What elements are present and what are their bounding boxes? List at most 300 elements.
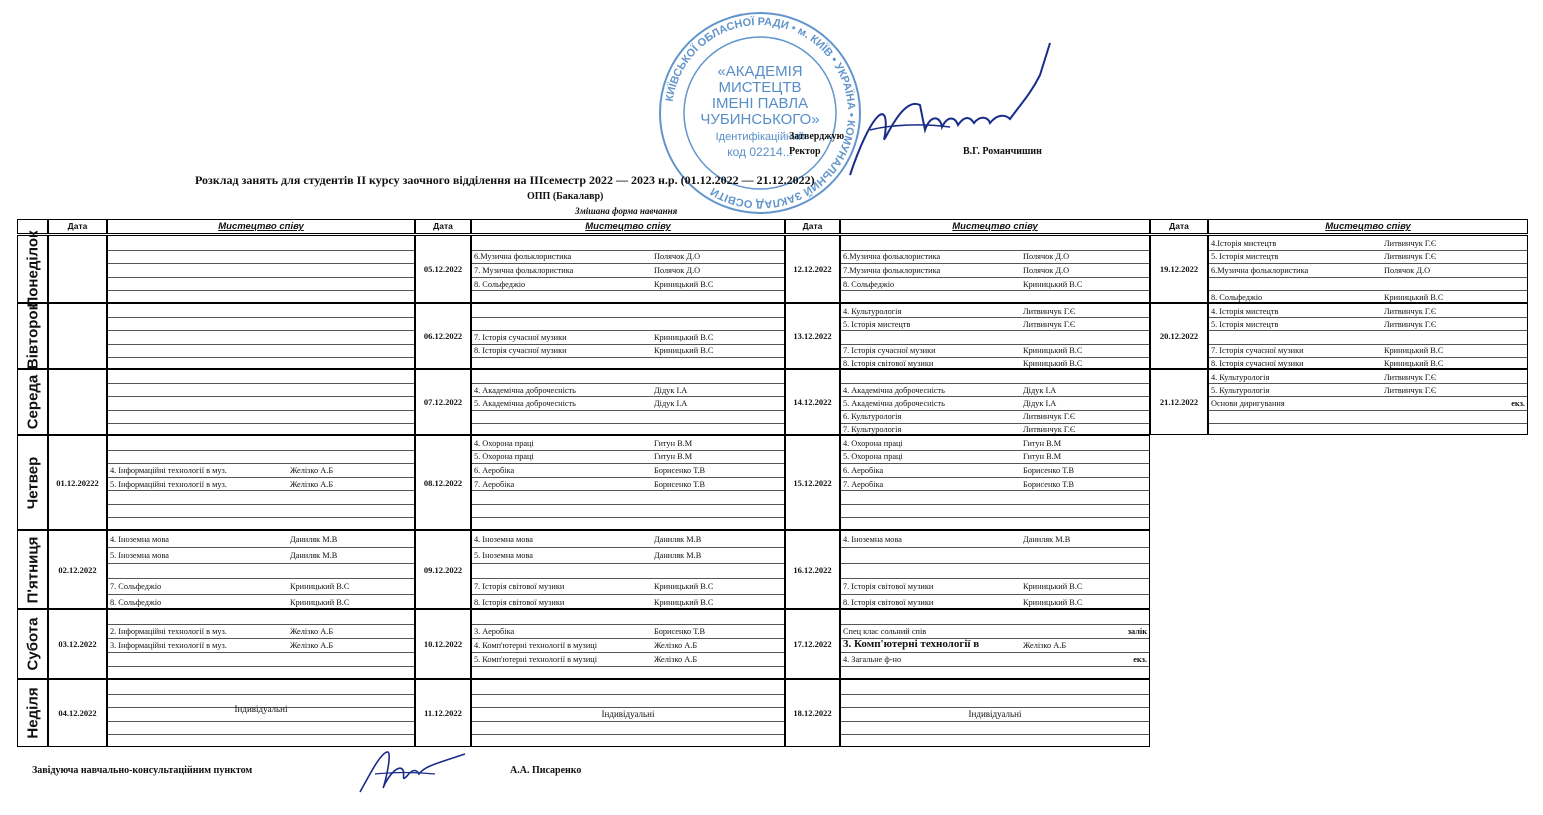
slot-divider (841, 652, 1149, 653)
date-cell: 13.12.2022 (785, 303, 840, 369)
lesson-teacher: Желізко А.Б (1023, 641, 1067, 650)
slot-divider (841, 563, 1149, 564)
lesson-subject: 3. Аеробіка (474, 627, 515, 636)
lesson-subject: 2. Інформаційні технології в муз. (110, 627, 227, 636)
header-date: Дата (1150, 219, 1208, 234)
lesson-subject: 6.Музична фольклористика (474, 252, 572, 262)
lesson-subject: Основи диригування (1211, 399, 1285, 408)
schedule-cell (840, 609, 1150, 679)
slot-divider (472, 396, 784, 397)
lesson-subject: 4. Комп'ютерні технології в музиці (474, 641, 598, 650)
lesson-teacher: Полячок Д.О (1023, 266, 1070, 275)
lesson-entry (1211, 320, 1525, 330)
slot-divider (472, 277, 784, 278)
lesson-entry (843, 439, 1147, 449)
lesson-entry (843, 627, 1147, 637)
lesson-teacher: Гитун В.М (654, 438, 693, 448)
lesson-teacher: Желізко А.Б (290, 627, 334, 636)
slot-divider (472, 263, 784, 264)
lesson-teacher: Криницький В.С (1023, 359, 1083, 369)
lesson-entry (474, 655, 782, 665)
lesson-teacher: Дідук І.А (654, 385, 688, 395)
lesson-subject: 5. Академічна доброчесність (843, 399, 945, 408)
lesson-teacher: Криницький В.С (290, 582, 350, 592)
slot-divider (472, 463, 784, 464)
slot-divider (108, 410, 414, 411)
lesson-subject: 5. Історія мистецтв (1211, 252, 1279, 262)
slot-divider (108, 517, 414, 518)
lesson-teacher: Криницький В.С (1384, 346, 1444, 356)
lesson-entry (110, 641, 412, 651)
lesson-entry (843, 359, 1147, 369)
lesson-entry (474, 480, 782, 490)
slot-divider (472, 250, 784, 251)
date-cell: 08.12.2022 (415, 435, 471, 530)
assessment-type: екз. (1133, 655, 1147, 664)
lesson-teacher: Полячок Д.О (654, 266, 701, 275)
slot-divider (108, 450, 414, 451)
day-label (17, 609, 48, 679)
lesson-subject: 5. Культурологія (1211, 385, 1270, 395)
lesson-entry (1211, 346, 1525, 356)
slot-divider (472, 344, 784, 345)
lesson-subject: 7. Історія світової музики (474, 582, 565, 592)
slot-divider (1209, 277, 1527, 278)
slot-divider (108, 504, 414, 505)
date-cell: 15.12.2022 (785, 435, 840, 530)
lesson-subject: 5. Історія мистецтв (843, 319, 911, 329)
lesson-entry (843, 266, 1147, 276)
lesson-teacher: Криницький В.С (1023, 346, 1083, 356)
slot-divider (108, 317, 414, 318)
lesson-subject: 7. Історія сучасної музики (1211, 346, 1304, 356)
schedule-cell (1208, 235, 1528, 303)
lesson-entry (843, 452, 1147, 462)
lesson-subject: 4. Охорона праці (474, 438, 534, 448)
slot-divider (1209, 290, 1527, 291)
slot-divider (841, 694, 1149, 695)
lesson-subject: 4. Іноземна мова (843, 534, 902, 544)
lesson-teacher: Литвинчук Г.Є (1384, 319, 1437, 329)
slot-divider (1209, 423, 1527, 424)
lesson-subject: 7. Історія сучасної музики (843, 346, 936, 356)
lesson-teacher: Борисенко Т.В (654, 627, 706, 636)
slot-divider (472, 490, 784, 491)
schedule-cell (471, 679, 785, 747)
schedule-cell (107, 609, 415, 679)
slot-divider (841, 330, 1149, 331)
lesson-entry (474, 582, 782, 592)
lesson-subject: 8. Історія світової музики (843, 598, 934, 608)
assessment-type: екз. (1511, 399, 1525, 408)
stamp-line: «АКАДЕМІЯ (717, 63, 803, 80)
slot-divider (841, 357, 1149, 358)
lesson-teacher: Криницький В.С (654, 346, 714, 356)
slot-divider (841, 250, 1149, 251)
lesson-entry (474, 280, 782, 290)
lesson-subject: 5. Іноземна мова (110, 550, 169, 560)
lesson-entry (110, 480, 412, 490)
lesson-subject: 4. Охорона праці (843, 438, 903, 448)
lesson-teacher: Криницький В.С (654, 279, 714, 289)
schedule-cell (471, 435, 785, 530)
lesson-subject: 6. Аеробіка (474, 465, 515, 475)
date-cell: 02.12.2022 (48, 530, 107, 609)
schedule-cell (840, 679, 1150, 747)
lesson-teacher: Криницький В.С (1023, 582, 1083, 592)
day-label (17, 679, 48, 747)
slot-divider (841, 734, 1149, 735)
slot-divider (841, 344, 1149, 345)
slot-divider (108, 250, 414, 251)
lesson-teacher: Литвинчук Г.Є (1023, 319, 1076, 329)
lesson-entry (474, 641, 782, 651)
schedule-cell (840, 530, 1150, 609)
day-label (17, 435, 48, 530)
day-label (17, 530, 48, 609)
lesson-teacher: Криницький В.С (1023, 598, 1083, 608)
footer-name: А.А. Писаренко (510, 765, 582, 776)
slot-divider (472, 290, 784, 291)
lesson-teacher: Криницький В.С (654, 598, 714, 608)
slot-divider (1209, 317, 1527, 318)
lesson-subject: 7. Сольфеджіо (110, 582, 162, 592)
rector-signature (830, 35, 1060, 185)
slot-divider (108, 734, 414, 735)
lesson-entry (843, 386, 1147, 396)
slot-divider (108, 263, 414, 264)
date-cell: 20.12.2022 (1150, 303, 1208, 369)
lesson-subject: 4. Культурологія (1211, 372, 1270, 382)
slot-divider (841, 263, 1149, 264)
lesson-entry (110, 535, 412, 545)
lesson-subject: 5. Охорона праці (474, 452, 534, 462)
lesson-subject: 8. Сольфеджіо (1211, 293, 1263, 303)
lesson-entry (474, 439, 782, 449)
lesson-entry (843, 535, 1147, 545)
slot-divider (472, 666, 784, 667)
lesson-entry (110, 466, 412, 476)
slot-divider (472, 547, 784, 548)
date-cell: 16.12.2022 (785, 530, 840, 609)
schedule-cell (107, 435, 415, 530)
page-title: Розклад занять для студентів ІІ курсу заочного відділення на ІІІсеместр 2022 — 2023 н.р. (01.12.2022 — 21.12.2022) (195, 173, 815, 187)
head-signature (355, 744, 470, 799)
slot-divider (841, 450, 1149, 451)
slot-divider (1209, 344, 1527, 345)
lesson-teacher: Полячок Д.О (1023, 252, 1070, 262)
lesson-entry (474, 452, 782, 462)
lesson-entry (110, 598, 412, 608)
lesson-entry (843, 655, 1147, 665)
slot-divider (472, 317, 784, 318)
form-of-study: Змішана форма навчання (575, 206, 678, 216)
slot-divider (108, 578, 414, 579)
lesson-entry (843, 466, 1147, 476)
schedule-cell (840, 303, 1150, 369)
slot-divider (841, 317, 1149, 318)
approval-name: В.Г. Романчишин (963, 146, 1042, 157)
date-cell: 09.12.2022 (415, 530, 471, 609)
lesson-teacher: Литвинчук Г.Є (1384, 252, 1437, 262)
slot-divider (1209, 357, 1527, 358)
lesson-subject: 6. Аеробіка (843, 465, 884, 475)
lesson-entry (474, 551, 782, 561)
slot-divider (1209, 263, 1527, 264)
lesson-teacher: Гитун В.М (654, 452, 693, 462)
lesson-subject: 3. Інформаційні технології в муз. (110, 641, 227, 650)
date-cell: 14.12.2022 (785, 369, 840, 435)
lesson-subject: 5. Історія мистецтв (1211, 319, 1279, 329)
slot-divider (841, 290, 1149, 291)
lesson-entry (843, 346, 1147, 356)
schedule-cell (107, 369, 415, 435)
slot-divider (472, 423, 784, 424)
lesson-entry (474, 252, 782, 262)
date-cell (48, 235, 107, 303)
lesson-subject: 4. Загальне ф-но (843, 655, 902, 664)
program-subtitle: ОПП (Бакалавр) (527, 191, 604, 202)
schedule-cell (471, 235, 785, 303)
lesson-entry (474, 598, 782, 608)
slot-divider (841, 504, 1149, 505)
schedule-cell (471, 303, 785, 369)
slot-divider (841, 463, 1149, 464)
stamp-line: МИСТЕЦТВ (718, 79, 802, 96)
lesson-entry (474, 627, 782, 637)
slot-divider (841, 383, 1149, 384)
lesson-teacher: Даниляк М.В (654, 550, 702, 560)
lesson-subject: 5. Інформаційні технології в муз. (110, 479, 227, 489)
lesson-teacher: Желізко А.Б (290, 641, 334, 650)
lesson-subject: 8. Сольфеджіо (843, 279, 895, 289)
slot-divider (108, 357, 414, 358)
lesson-entry (843, 638, 1147, 651)
slot-divider (1209, 383, 1527, 384)
schedule-cell (107, 530, 415, 609)
lesson-subject: 4. Інформаційні технології в муз. (110, 465, 227, 475)
slot-divider (841, 423, 1149, 424)
slot-divider (472, 594, 784, 595)
lesson-teacher: Борисенко Т.В (1023, 465, 1075, 475)
day-name: Четвер (24, 456, 41, 509)
lesson-teacher: Криницький В.С (290, 598, 350, 608)
slot-divider (841, 410, 1149, 411)
slot-divider (1209, 330, 1527, 331)
lesson-entry (474, 466, 782, 476)
schedule-cell (840, 435, 1150, 530)
lesson-subject: 7. Аеробіка (843, 479, 884, 489)
lesson-subject: 7. Історія сучасної музики (474, 333, 567, 342)
slot-divider (472, 694, 784, 695)
approval-role: Ректор (789, 146, 821, 157)
lesson-teacher: Литвинчук Г.Є (1384, 238, 1437, 248)
approval-word: Затверджую (789, 131, 845, 142)
stamp-line: ІМЕНІ ПАВЛА (711, 95, 809, 112)
slot-divider (472, 624, 784, 625)
schedule-cell (107, 303, 415, 369)
lesson-entry (1211, 399, 1525, 409)
lesson-subject: 4. Історія мистецтв (1211, 306, 1279, 316)
lesson-entry (843, 252, 1147, 262)
lesson-teacher: Литвинчук Г.Є (1384, 306, 1437, 316)
lesson-subject: 5. Охорона праці (843, 452, 903, 462)
lesson-teacher: Литвинчук Г.Є (1384, 385, 1437, 395)
schedule-cell (471, 609, 785, 679)
slot-divider (108, 383, 414, 384)
day-name: Середа (24, 374, 41, 430)
lesson-entry (1211, 266, 1525, 276)
slot-divider (108, 594, 414, 595)
lesson-entry (1211, 293, 1525, 303)
stamp-line: ЧУБИНСЬКОГО» (700, 111, 820, 128)
date-cell: 03.12.2022 (48, 609, 107, 679)
lesson-subject: 4.Історія мистецтв (1211, 238, 1277, 248)
lesson-teacher: Даниляк М.В (290, 550, 338, 560)
slot-divider (841, 490, 1149, 491)
lesson-subject: 4. Іноземна мова (110, 534, 169, 544)
lesson-teacher: Даниляк М.В (290, 534, 338, 544)
assessment-type: залік (1127, 627, 1147, 636)
lesson-subject: 4. Академічна доброчесність (843, 385, 945, 395)
day-name: Субота (24, 617, 41, 671)
lesson-teacher: Борисенко Т.В (654, 479, 706, 489)
lesson-entry (474, 346, 782, 356)
slot-divider (108, 423, 414, 424)
lesson-subject: Спец клас сольний спів (843, 627, 927, 636)
lesson-teacher: Даниляк М.В (654, 534, 702, 544)
lesson-subject: 6.Музична фольклористика (1211, 266, 1309, 275)
slot-divider (841, 594, 1149, 595)
slot-divider (841, 578, 1149, 579)
lesson-teacher: Борисенко Т.В (1023, 479, 1075, 489)
schedule-cell (840, 369, 1150, 435)
lesson-entry (843, 280, 1147, 290)
lesson-teacher: Желізко А.Б (290, 479, 334, 489)
lesson-entry (843, 320, 1147, 330)
day-name: Понеділок (24, 230, 41, 308)
slot-divider (472, 330, 784, 331)
lesson-subject: 8. Історія світової музики (474, 598, 565, 608)
lesson-entry (474, 266, 782, 276)
header-specialty: Мистецтво співу (840, 219, 1150, 234)
date-cell: 12.12.2022 (785, 235, 840, 303)
lesson-subject: 6. Культурологія (843, 412, 902, 422)
date-cell: 05.12.2022 (415, 235, 471, 303)
lesson-teacher: Дідук І.А (1023, 399, 1057, 408)
individual-classes-note: Індивідуальні (601, 708, 655, 719)
lesson-subject: 8. Сольфеджіо (474, 279, 526, 289)
date-cell: 18.12.2022 (785, 679, 840, 747)
lesson-subject: 6.Музична фольклористика (843, 252, 941, 262)
lesson-teacher: Криницький В.С (654, 582, 714, 592)
lesson-entry (474, 333, 782, 343)
lesson-subject: 7. Історія світової музики (843, 582, 934, 592)
schedule-cell (1208, 369, 1528, 435)
lesson-teacher: Гитун В.М (1023, 452, 1062, 462)
lesson-subject: 8. Історія світової музики (843, 359, 934, 369)
lesson-entry (110, 551, 412, 561)
lesson-subject: 5. Академічна доброчесність (474, 399, 576, 408)
day-name: П'ятниця (24, 536, 41, 603)
date-cell: 19.12.2022 (1150, 235, 1208, 303)
lesson-entry (1211, 252, 1525, 262)
day-name: Вівторок (24, 302, 41, 370)
date-cell: 07.12.2022 (415, 369, 471, 435)
lesson-subject: 7. Музична фольклористика (474, 266, 574, 275)
lesson-entry (1211, 307, 1525, 317)
slot-divider (108, 344, 414, 345)
slot-divider (472, 638, 784, 639)
slot-divider (108, 624, 414, 625)
lesson-teacher: Литвинчук Г.Є (1023, 306, 1076, 316)
slot-divider (472, 578, 784, 579)
lesson-teacher: Криницький В.С (1384, 359, 1444, 369)
stamp-ring-text: КИЇВСЬКОЇ ОБЛАСНОЇ РАДИ • м. КИЇВ • УКРАЇНА • КОМУНАЛЬНИЙ ЗАКЛАД ОСВІТИ (663, 15, 858, 211)
lesson-subject: 7.Музична фольклористика (843, 266, 941, 275)
slot-divider (108, 721, 414, 722)
slot-divider (1209, 250, 1527, 251)
slot-divider (108, 563, 414, 564)
lesson-entry (1211, 239, 1525, 249)
lesson-entry (110, 582, 412, 592)
lesson-subject: 5. Комп'ютерні технології в музиці (474, 655, 598, 664)
slot-divider (841, 547, 1149, 548)
header-date: Дата (785, 219, 840, 234)
slot-divider (472, 652, 784, 653)
day-label (17, 303, 48, 369)
lesson-entry (843, 598, 1147, 608)
lesson-entry (474, 386, 782, 396)
lesson-entry (110, 627, 412, 637)
day-label (17, 230, 48, 308)
slot-divider (108, 547, 414, 548)
slot-divider (472, 450, 784, 451)
lesson-subject: 4. Культурологія (843, 306, 902, 316)
header-specialty: Мистецтво співу (107, 219, 415, 234)
lesson-entry (843, 307, 1147, 317)
slot-divider (472, 383, 784, 384)
lesson-subject: 7. Культурологія (843, 425, 902, 435)
schedule-cell (107, 235, 415, 303)
header-specialty: Мистецтво співу (471, 219, 785, 234)
slot-divider (108, 396, 414, 397)
lesson-teacher: Желізко А.Б (290, 465, 334, 475)
individual-classes-note: Індивідуальні (234, 704, 288, 714)
lesson-subject: 8. Історія сучасної музики (1211, 359, 1304, 369)
lesson-teacher: Даниляк М.В (1023, 534, 1071, 544)
slot-divider (108, 638, 414, 639)
slot-divider (841, 721, 1149, 722)
lesson-entry (843, 582, 1147, 592)
slot-divider (472, 410, 784, 411)
header-specialty: Мистецтво співу (1208, 219, 1528, 234)
lesson-teacher: Литвинчук Г.Є (1023, 425, 1076, 435)
slot-divider (472, 477, 784, 478)
lesson-entry (843, 425, 1147, 435)
lesson-subject: 5. Іноземна мова (474, 550, 533, 560)
slot-divider (108, 666, 414, 667)
lesson-teacher: Желізко А.Б (654, 655, 698, 664)
slot-divider (108, 463, 414, 464)
lesson-teacher: Дідук І.А (654, 399, 688, 408)
lesson-entry (1211, 359, 1525, 369)
lesson-teacher: Литвинчук Г.Є (1023, 412, 1076, 422)
lesson-teacher: Желізко А.Б (654, 641, 698, 650)
slot-divider (108, 477, 414, 478)
lesson-teacher: Криницький В.С (1023, 279, 1083, 289)
lesson-teacher: Полячок Д.О (654, 252, 701, 262)
